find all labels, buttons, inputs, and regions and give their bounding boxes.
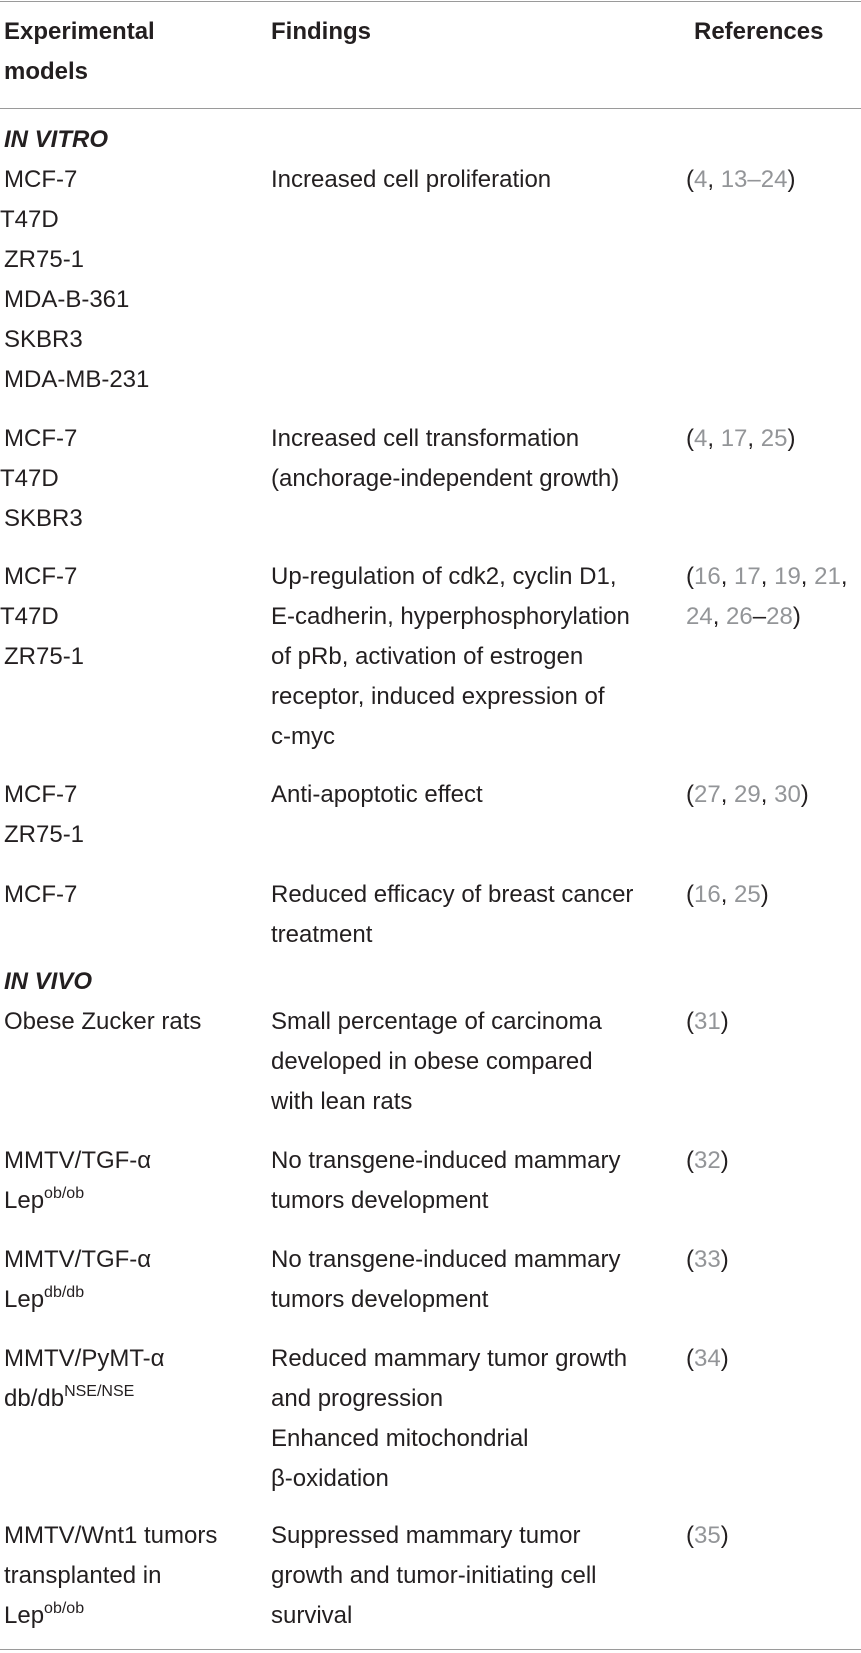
table-bottom-rule (0, 1649, 861, 1650)
finding-text: tumors development (271, 1286, 489, 1313)
row-3-references: (27, 29, 30) (686, 781, 809, 808)
model-name: MMTV/Wnt1 tumors (4, 1522, 218, 1549)
reference-link[interactable]: 16 (694, 881, 721, 908)
model-name: T47D (0, 465, 59, 492)
model-name: Obese Zucker rats (4, 1008, 202, 1035)
finding-text: E-cadherin, hyperphosphorylation (271, 603, 630, 630)
finding-text: Small percentage of carcinoma (271, 1008, 602, 1035)
header-references: References (694, 18, 824, 45)
finding-text: survival (271, 1602, 353, 1629)
row-6-models (4, 1141, 151, 1221)
model-name: ZR75-1 (4, 821, 85, 848)
row-7-models (4, 1240, 151, 1320)
row-8-models (4, 1339, 165, 1419)
model-name: ZR75-1 (4, 246, 85, 273)
reference-link[interactable]: 26 (726, 603, 753, 630)
row-9-models (4, 1516, 217, 1636)
finding-text: β-oxidation (271, 1465, 389, 1492)
finding-text: Anti-apoptotic effect (271, 781, 483, 808)
finding-text: No transgene-induced mammary (271, 1246, 621, 1273)
reference-link[interactable]: 33 (694, 1246, 721, 1273)
finding-text: Reduced efficacy of breast cancer (271, 881, 634, 908)
row-7-findings (271, 1240, 621, 1320)
row-0-references: (4, 13–24) (686, 166, 796, 193)
reference-link[interactable]: 13 (720, 166, 748, 193)
model-name: SKBR3 (4, 505, 83, 532)
reference-link[interactable]: 25 (760, 425, 788, 452)
row-8-references: (34) (686, 1345, 729, 1372)
reference-link[interactable]: 21 (814, 563, 841, 590)
reference-link[interactable]: 27 (694, 781, 721, 808)
model-name: MCF-7 (4, 781, 78, 808)
finding-text: treatment (271, 921, 373, 948)
model-name: MDA-B-361 (4, 286, 130, 313)
row-9-findings (271, 1516, 597, 1636)
row-1-models (0, 419, 83, 539)
header-col1-line1: Experimental (4, 18, 155, 45)
finding-text: Increased cell transformation (271, 425, 580, 452)
finding-text: Up-regulation of cdk2, cyclin D1, (271, 563, 617, 590)
row-2-findings (271, 557, 630, 757)
model-name: transplanted in (4, 1562, 162, 1589)
header-col1-line2: models (4, 58, 89, 85)
reference-link[interactable]: 19 (774, 563, 801, 590)
row-3-findings (271, 775, 483, 815)
finding-text: Enhanced mitochondrial (271, 1425, 529, 1452)
finding-text: c-myc (271, 723, 335, 750)
model-name: MDA-MB-231 (4, 366, 150, 393)
finding-text: Reduced mammary tumor growth (271, 1345, 628, 1372)
row-4-references: (16, 25) (686, 881, 769, 908)
finding-text: and progression (271, 1385, 444, 1412)
model-name: Lep (4, 1187, 45, 1214)
section-in-vivo: IN VIVO (4, 968, 93, 995)
row-6-findings (271, 1141, 621, 1221)
model-superscript: NSE/NSE (64, 1383, 135, 1400)
header-rule (0, 108, 861, 109)
reference-link[interactable]: 17 (734, 563, 761, 590)
header-experimental-models (4, 12, 155, 92)
model-name: MCF-7 (4, 425, 78, 452)
row-1-references: (4, 17, 25) (686, 425, 796, 452)
row-2-models (0, 557, 85, 677)
model-superscript: ob/ob (44, 1185, 85, 1202)
row-5-references: (31) (686, 1008, 729, 1035)
table-top-rule (0, 1, 861, 2)
reference-link[interactable]: 4 (694, 425, 708, 452)
model-superscript: ob/ob (44, 1600, 85, 1617)
reference-link[interactable]: 29 (734, 781, 761, 808)
row-5-models (4, 1002, 201, 1042)
model-name: ZR75-1 (4, 643, 85, 670)
finding-text: tumors development (271, 1187, 489, 1214)
model-name: MCF-7 (4, 166, 78, 193)
finding-text: developed in obese compared (271, 1048, 593, 1075)
finding-text: of pRb, activation of estrogen (271, 643, 584, 670)
row-1-findings (271, 419, 619, 499)
section-in-vitro: IN VITRO (4, 126, 109, 153)
model-name: db/db (4, 1385, 65, 1412)
finding-text: with lean rats (271, 1088, 413, 1115)
row-7-references: (33) (686, 1246, 729, 1273)
reference-link[interactable]: 34 (694, 1345, 721, 1372)
reference-link[interactable]: 35 (694, 1522, 721, 1549)
row-3-models (4, 775, 84, 855)
model-superscript: db/db (44, 1284, 85, 1301)
finding-text: receptor, induced expression of (271, 683, 605, 710)
row-4-findings (271, 875, 633, 955)
row-5-findings (271, 1002, 602, 1122)
finding-text: (anchorage-independent growth) (271, 465, 620, 492)
reference-link[interactable]: 30 (774, 781, 801, 808)
finding-text: growth and tumor-initiating cell (271, 1562, 597, 1589)
reference-link[interactable]: 17 (720, 425, 748, 452)
row-4-models (4, 875, 77, 915)
model-name: SKBR3 (4, 326, 83, 353)
model-name: Lep (4, 1602, 45, 1629)
model-name: MMTV/PyMT-α (4, 1345, 165, 1372)
model-name: MCF-7 (4, 563, 78, 590)
reference-link[interactable]: 31 (694, 1008, 721, 1035)
row-9-references: (35) (686, 1522, 729, 1549)
row-8-findings (271, 1339, 627, 1499)
reference-link[interactable]: 4 (694, 166, 708, 193)
header-findings: Findings (271, 18, 371, 45)
row-2-references: (16, 17, 19, 21, 24, 26–28) (686, 563, 848, 630)
row-0-findings (271, 160, 551, 200)
reference-link[interactable]: 28 (766, 603, 793, 630)
finding-text: Increased cell proliferation (271, 166, 552, 193)
model-name: MMTV/TGF-α (4, 1246, 152, 1273)
reference-link[interactable]: 24 (760, 166, 788, 193)
row-6-references: (32) (686, 1147, 729, 1174)
reference-link[interactable]: 32 (694, 1147, 721, 1174)
model-name: Lep (4, 1286, 45, 1313)
model-name: T47D (0, 206, 59, 233)
model-name: MCF-7 (4, 881, 78, 908)
row-0-models (0, 160, 150, 400)
reference-link[interactable]: 24 (686, 603, 713, 630)
model-name: T47D (0, 603, 59, 630)
reference-link[interactable]: 16 (694, 563, 721, 590)
reference-link[interactable]: 25 (734, 881, 761, 908)
finding-text: Suppressed mammary tumor (271, 1522, 581, 1549)
model-name: MMTV/TGF-α (4, 1147, 152, 1174)
finding-text: No transgene-induced mammary (271, 1147, 621, 1174)
